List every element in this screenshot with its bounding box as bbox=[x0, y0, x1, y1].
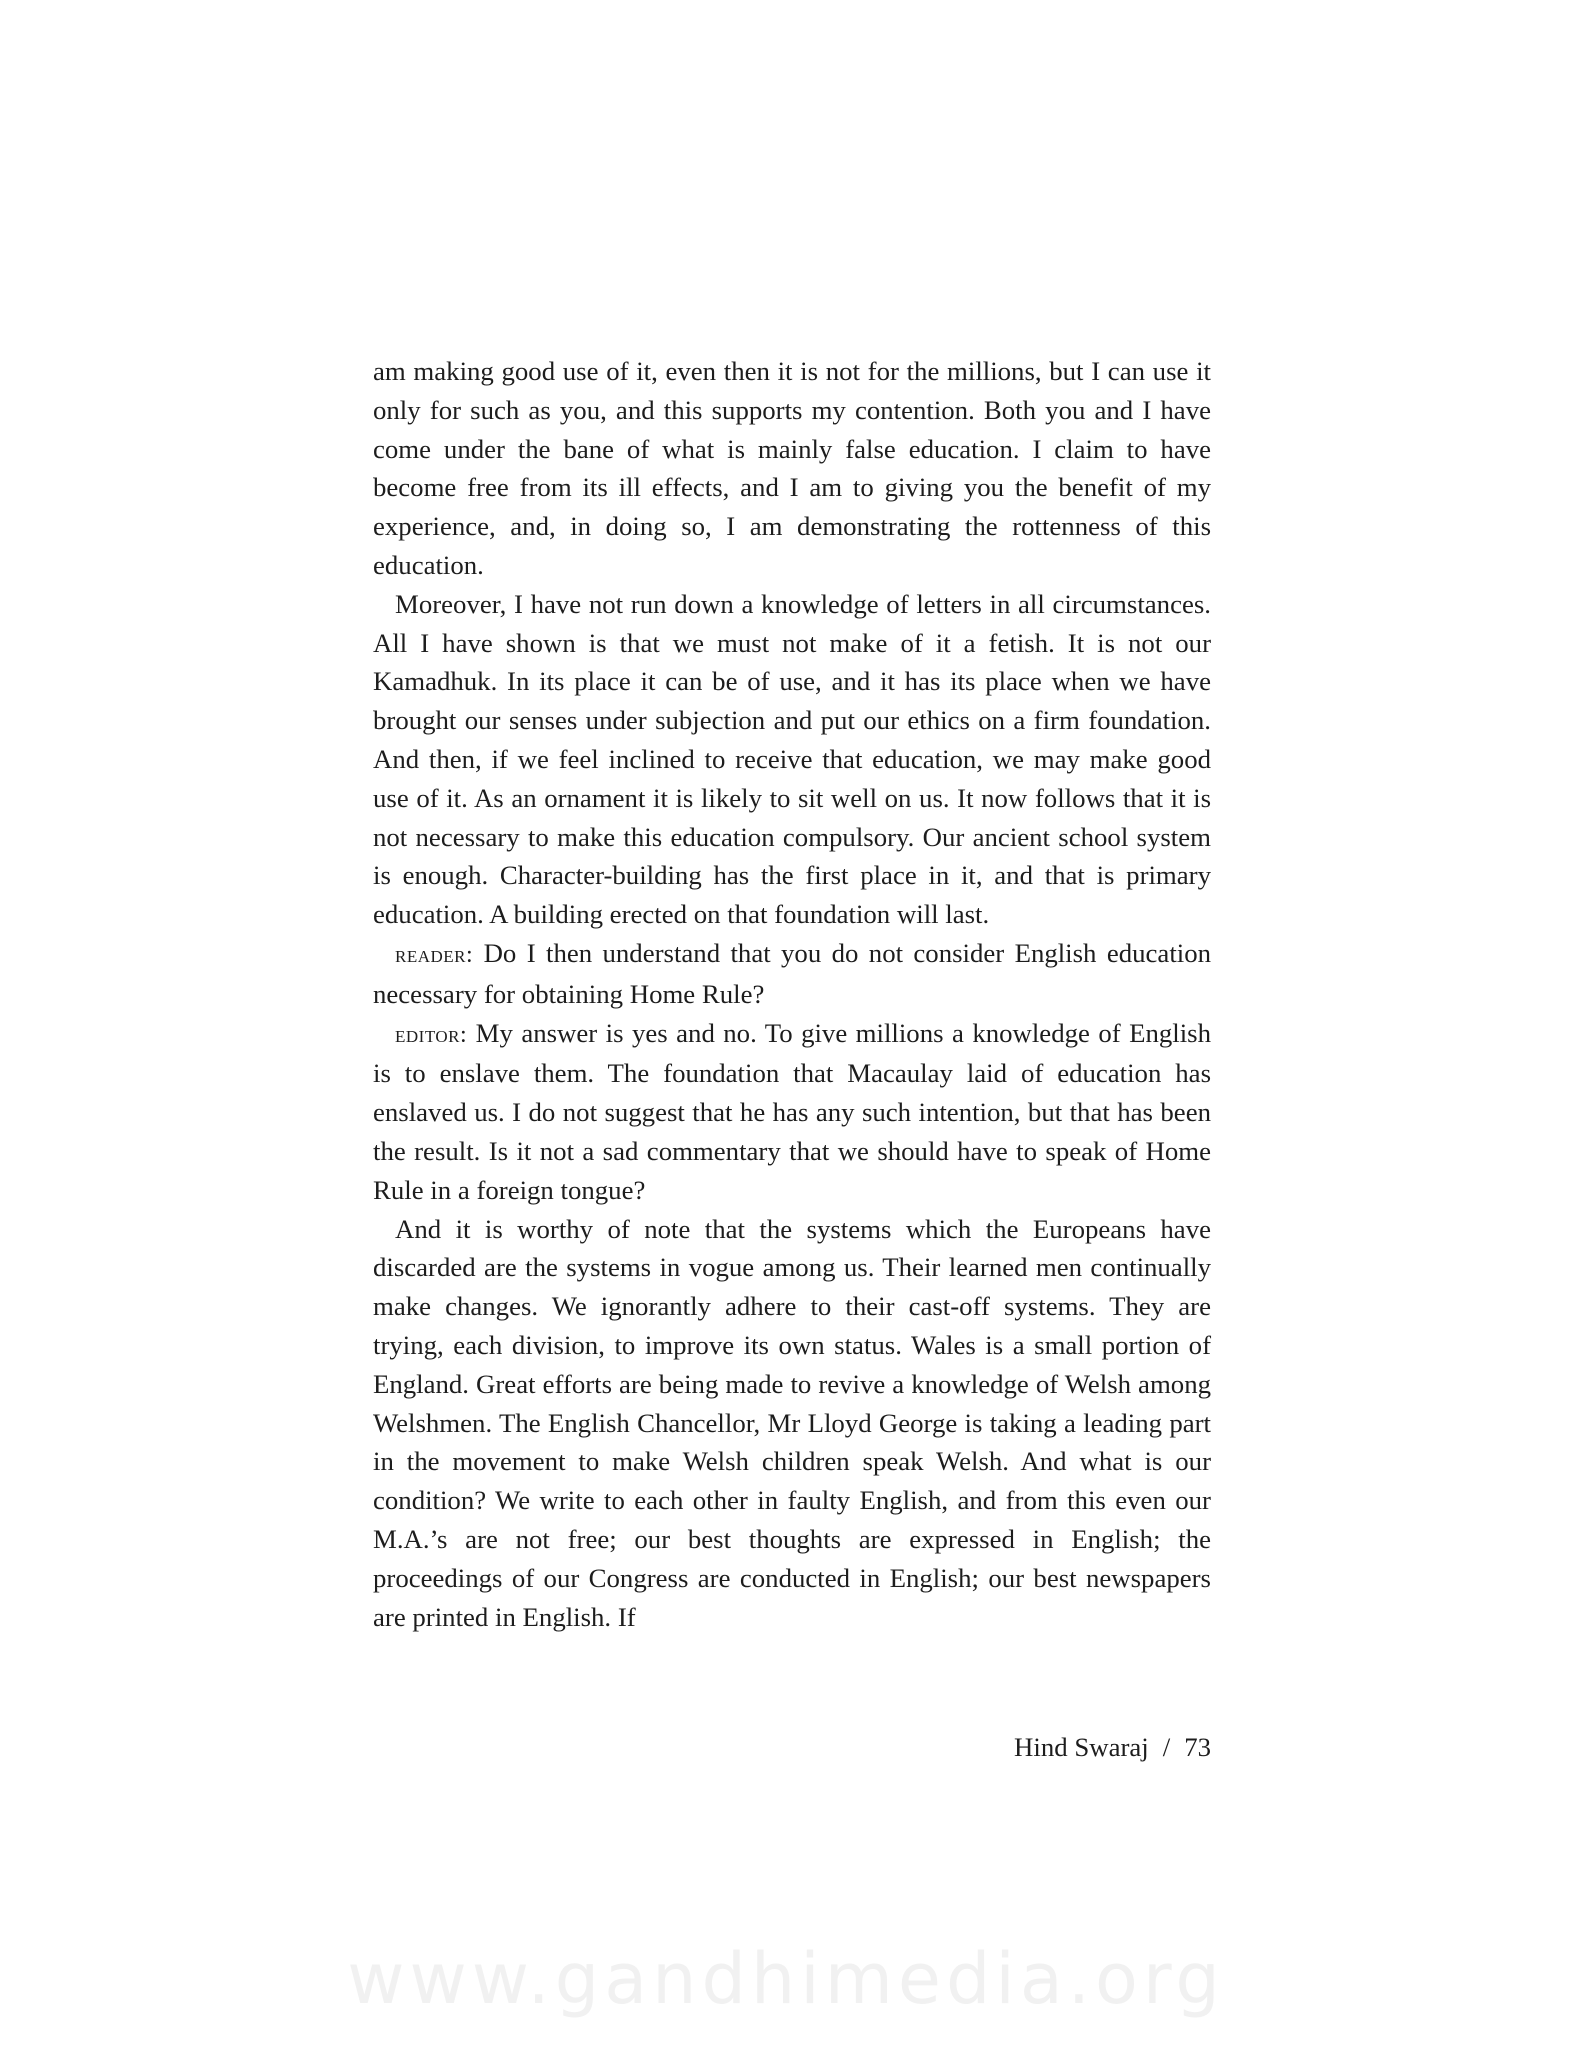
paragraph-3-text: Do I then understand that you do not consider English education necessary for obtaining Home Rule? bbox=[373, 937, 1212, 1009]
body-text bbox=[373, 352, 1211, 1636]
speaker-reader: reader: bbox=[395, 941, 474, 968]
paragraph-4-text: My answer is yes and no. To give millions a knowledge of English is to enslave them. The foundation that Macaulay laid of education has enslaved us. I do not suggest that he has any such intention, but that has been the result. Is it not a sad commentary that we should have to speak of Home Rule in a foreign tongue? bbox=[373, 1017, 1211, 1205]
paragraph-2 bbox=[373, 585, 1211, 934]
footer-book-title: Hind Swaraj bbox=[1014, 1732, 1149, 1762]
paragraph-3-reader bbox=[373, 934, 1211, 1014]
footer-separator: / bbox=[1162, 1732, 1171, 1762]
speaker-editor: editor: bbox=[395, 1021, 468, 1048]
paragraph-1-text: am making good use of it, even then it is not for the millions, but I can use it only for such as you, and this supports my contention. Both you and I have come under the bane of what is mainly false education. I claim to have become free from its ill effects, and I am to giving you the benefit of my experience, and, in doing so, I am demonstrating the rottenness of this education. bbox=[373, 356, 1211, 580]
paragraph-5-text: And it is worthy of note that the systems which the Europeans have discarded are the systems in vogue among us. Their learned men continually make changes. We ignorantly adhere to their cast-off systems. They are trying, each division, to improve its own status. Wales is a small portion of England. Great efforts are being made to revive a knowledge of Welsh among Welshmen. The English Chancellor, Mr Lloyd George is taking a leading part in the movement to make Welsh children speak Welsh. And what is our condition? We write to each other in faulty English, and from this even our M.A.’s are not free; our best thoughts are expressed in English; the proceedings of our Congress are conducted in English; our best newspapers are printed in English. If bbox=[373, 1213, 1211, 1632]
paragraph-2-text: Moreover, I have not run down a knowledge of letters in all circumstances. All I have shown is that we must not make of it a fetish. It is not our Kamadhuk. In its place it can be of use, and it has its place when we have brought our senses under subjection and put our ethics on a firm foundation. And then, if we feel inclined to receive that education, we may make good use of it. As an ornament it is likely to sit well on us. It now follows that it is not necessary to make this education compulsory. Our ancient school system is enough. Character-building has the first place in it, and that is primary education. A building erected on that foundation will last. bbox=[373, 588, 1211, 930]
watermark: www.gandhimedia.org bbox=[347, 1938, 1225, 2020]
paragraph-1 bbox=[373, 352, 1211, 585]
page-number: 73 bbox=[1184, 1732, 1211, 1762]
paragraph-5 bbox=[373, 1210, 1211, 1637]
paragraph-4-editor bbox=[373, 1014, 1211, 1210]
running-footer bbox=[1014, 1728, 1211, 1766]
